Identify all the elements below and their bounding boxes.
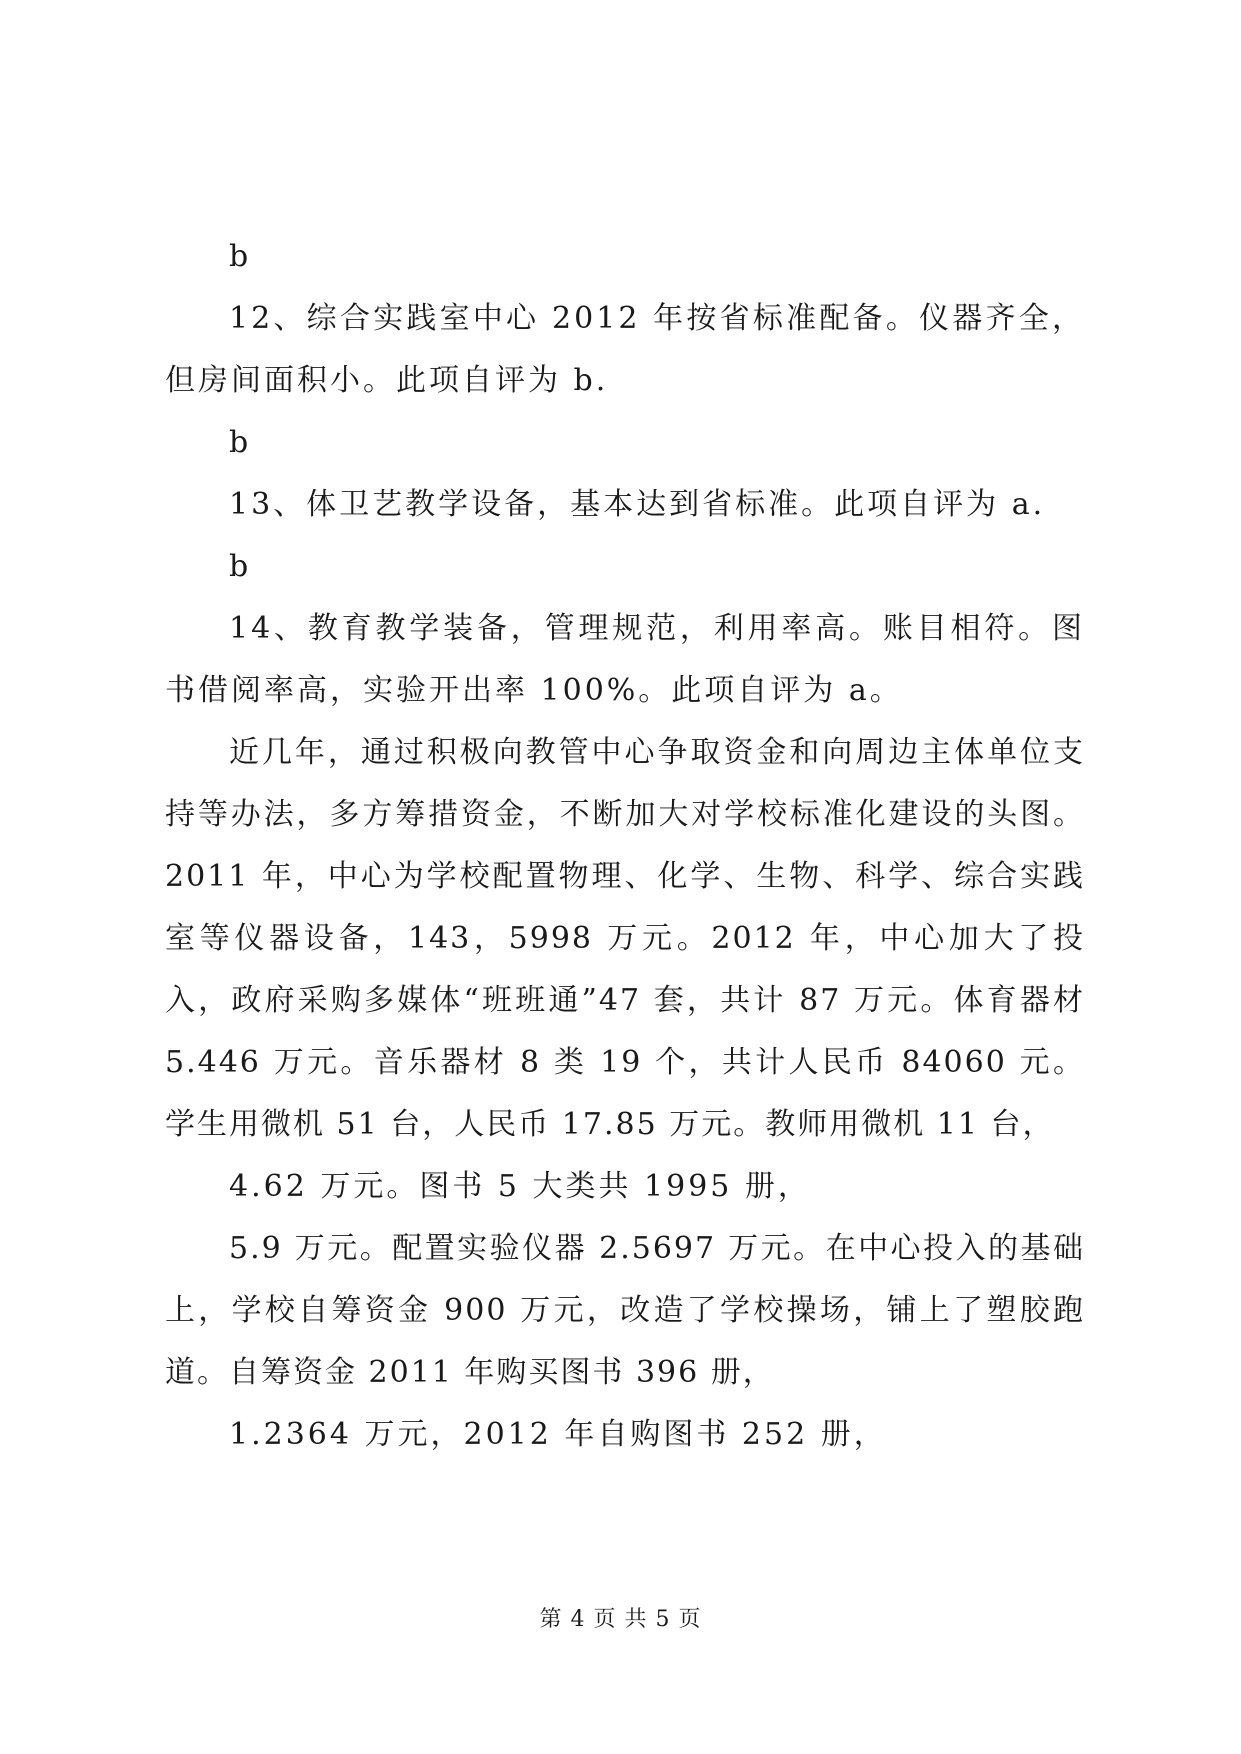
paragraph-item-14: 14、教育教学装备，管理规范，利用率高。账目相符。图书借阅率高，实验开出率 100%。此项自评为 a。 <box>165 611 1085 708</box>
paragraph-funding-summary: 近几年，通过积极向教管中心争取资金和向周边主体单位支持等办法，多方筹措资金，不断加大对学校标准化建设的头图。2011 年，中心为学校配置物理、化学、生物、科学、综合实践室等仪器设备，143，5998 万元。2012 年，中心加大了投入，政府采购多媒体“班班通”47 套，共计 87 万元。体育器材 5.446 万元。音乐器材 8 类 19 个，共计人民币 84060 元。学生用微机 51 台，人民币 17.85 万元。教师用微机 11 台， <box>165 735 1085 1142</box>
paragraph-grade-b-3: b <box>229 549 252 584</box>
paragraph-item-12: 12、综合实践室中心 2012 年按省标准配备。仪器齐全，但房间面积小。此项自评为 b. <box>165 301 1085 398</box>
paragraph-grade-b-1: b <box>229 239 252 274</box>
paragraph-item-13: 13、体卫艺教学设备，基本达到省标准。此项自评为 a. <box>229 487 1046 522</box>
paragraph-grade-b-2: b <box>229 425 252 460</box>
paragraph-books-1995: 4.62 万元。图书 5 大类共 1995 册， <box>229 1169 811 1204</box>
document-body <box>165 226 1085 1466</box>
paragraph-books-2012: 1.2364 万元，2012 年自购图书 252 册， <box>229 1417 887 1452</box>
paragraph-self-raised-funds: 5.9 万元。配置实验仪器 2.5697 万元。在中心投入的基础上，学校自筹资金 900 万元，改造了学校操场，铺上了塑胶跑道。自筹资金 2011 年购买图书 396 册， <box>165 1231 1085 1390</box>
page-number-footer: 第 4 页 共 5 页 <box>539 1607 702 1632</box>
